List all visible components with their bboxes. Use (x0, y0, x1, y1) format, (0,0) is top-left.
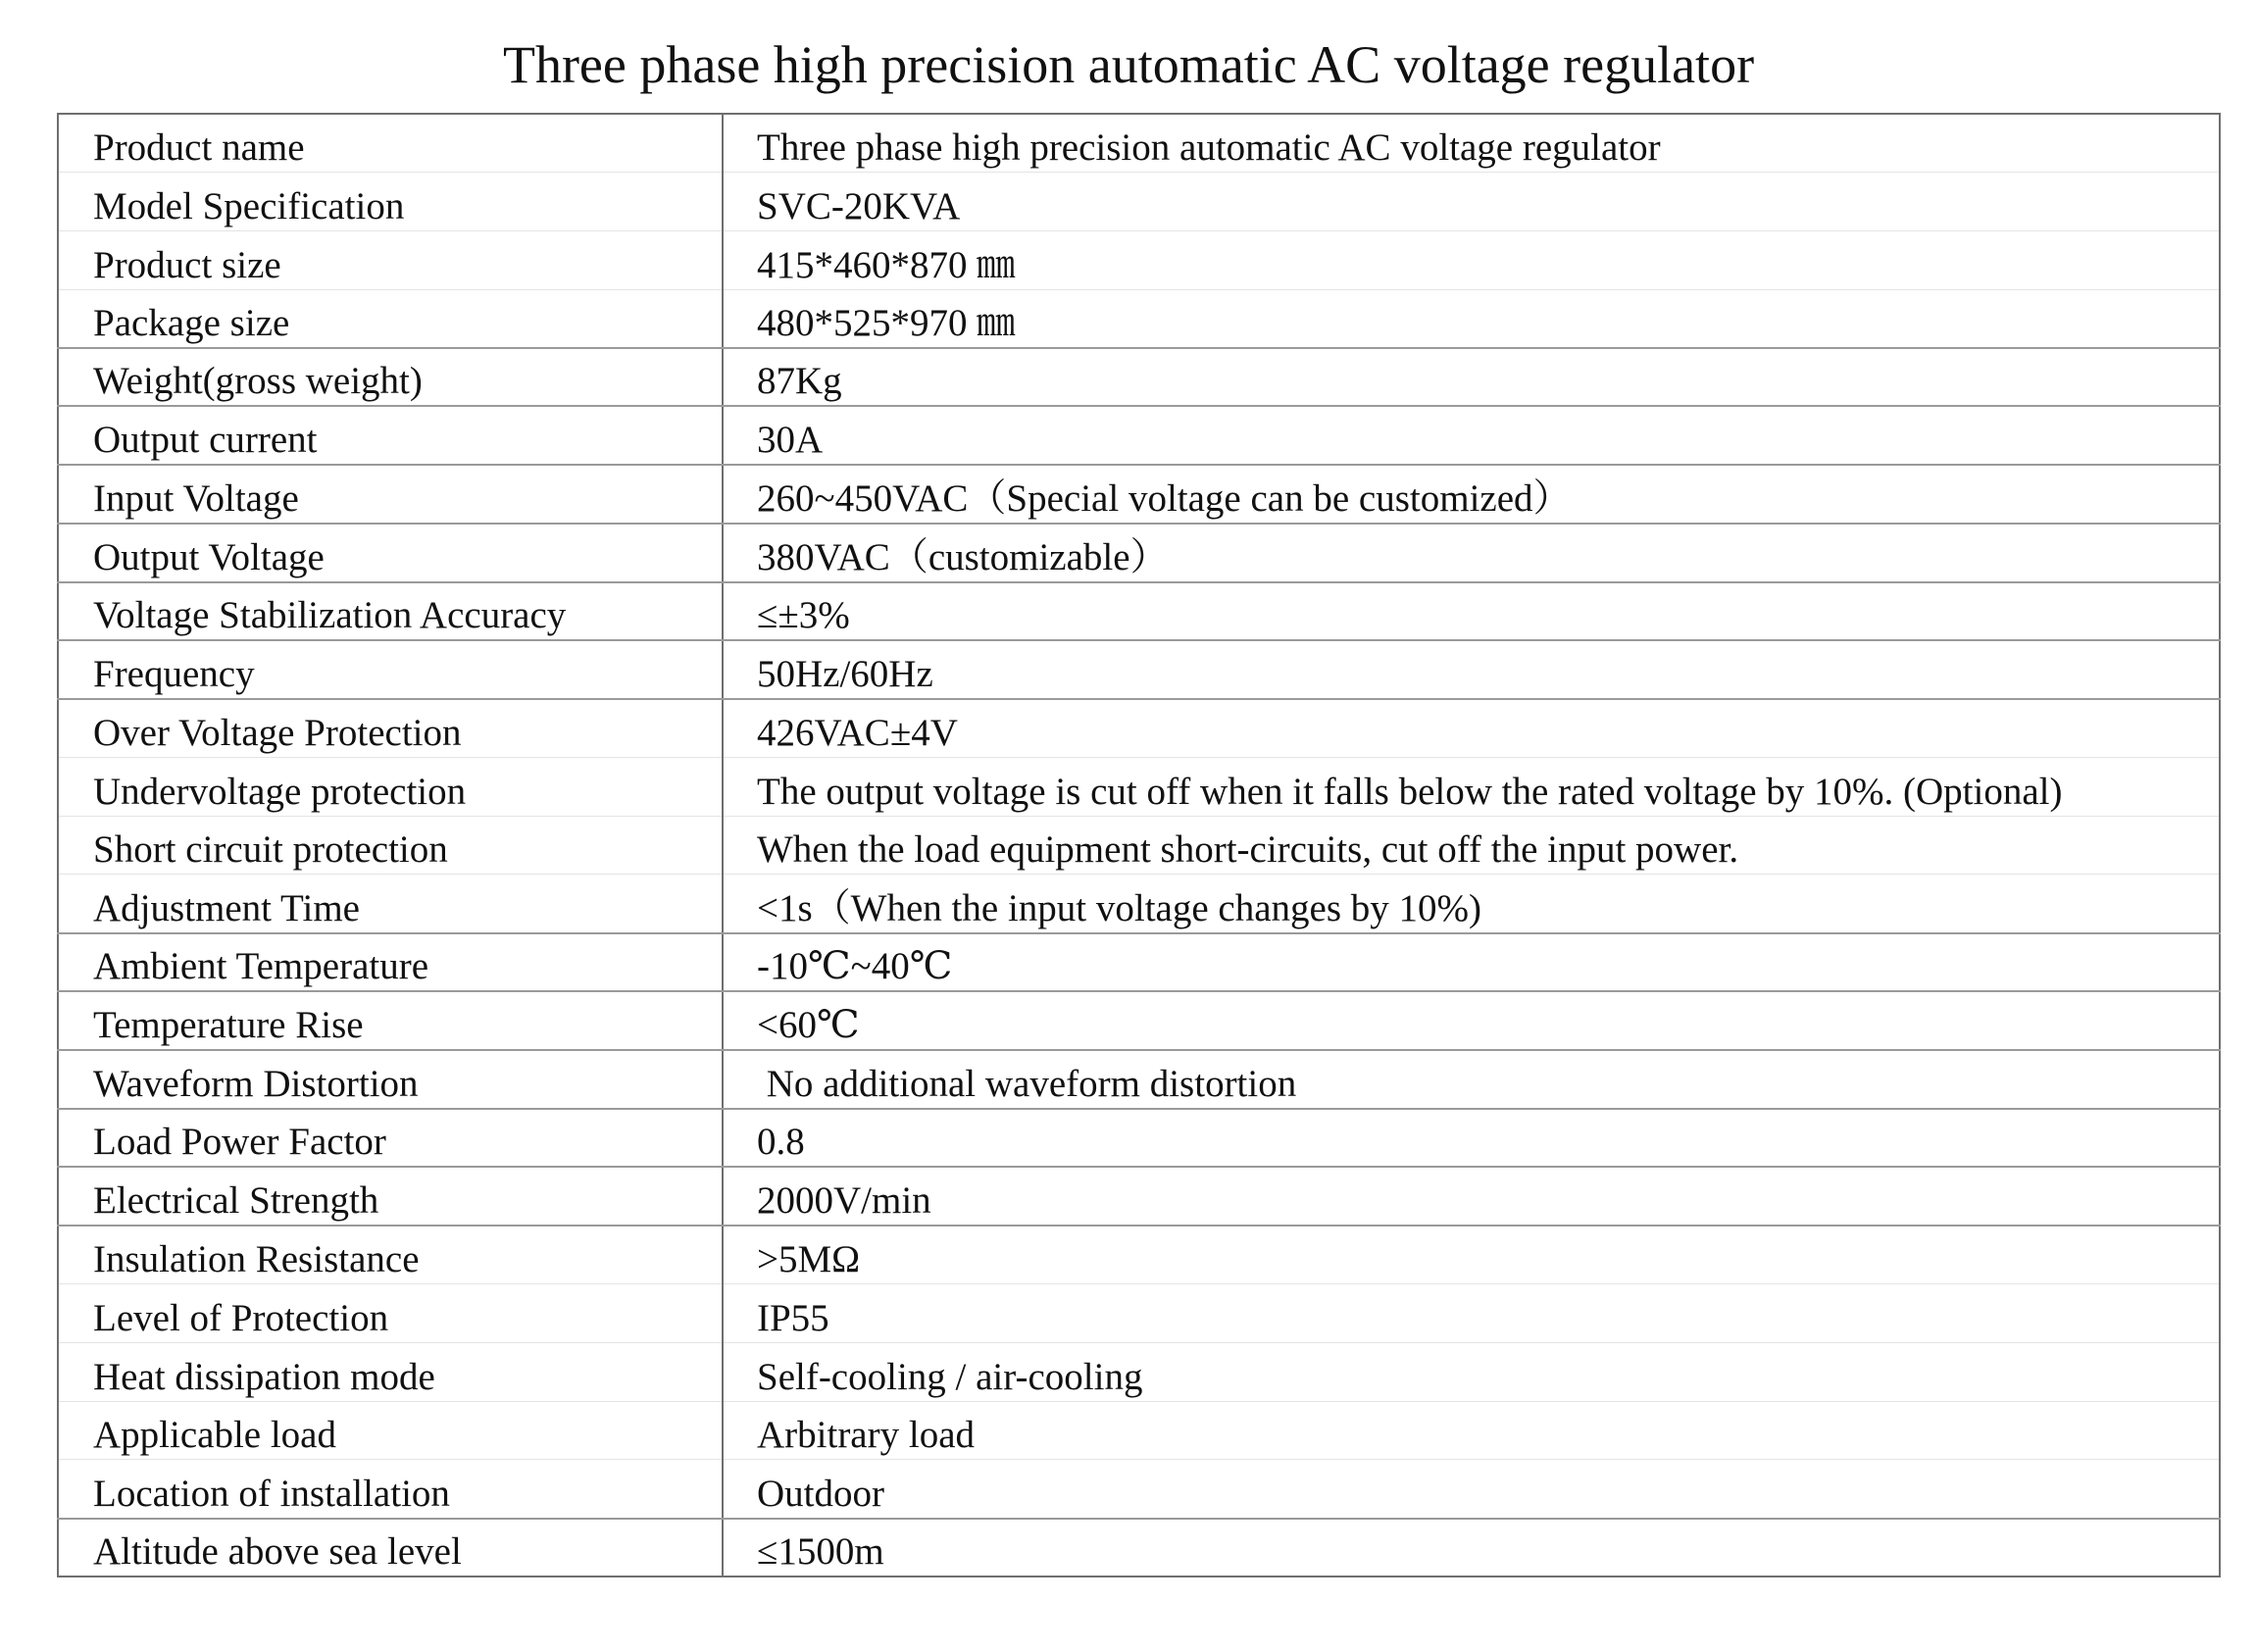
table-row (58, 1109, 2220, 1168)
parameter-value: The output voltage is cut off when it falls below the rated voltage by 10%. (Optional) (723, 758, 2220, 817)
table-row (58, 758, 2220, 817)
specification-table-body (58, 114, 2220, 1577)
parameter-value: -10℃~40℃ (723, 933, 2220, 992)
parameter-value: 2000V/min (723, 1167, 2220, 1226)
parameter-label: Adjustment Time (58, 875, 723, 933)
parameter-value: <60℃ (723, 991, 2220, 1050)
parameter-label: Model Specification (58, 173, 723, 231)
parameter-value: When the load equipment short-circuits, cut off the input power. (723, 816, 2220, 875)
parameter-label: Electrical Strength (58, 1167, 723, 1226)
parameter-label: Over Voltage Protection (58, 699, 723, 758)
parameter-label: Temperature Rise (58, 991, 723, 1050)
parameter-value: 415*460*870 ㎜ (723, 230, 2220, 289)
parameter-label: Weight(gross weight) (58, 348, 723, 407)
parameter-value: Three phase high precision automatic AC voltage regulator (723, 114, 2220, 173)
parameter-label: Heat dissipation mode (58, 1342, 723, 1401)
parameter-label: Undervoltage protection (58, 758, 723, 817)
table-row (58, 816, 2220, 875)
parameter-value: Self-cooling / air-cooling (723, 1342, 2220, 1401)
table-row (58, 406, 2220, 465)
specification-table (57, 113, 2221, 1577)
table-row (58, 582, 2220, 641)
parameter-value: 30A (723, 406, 2220, 465)
table-row (58, 289, 2220, 348)
parameter-value: 426VAC±4V (723, 699, 2220, 758)
table-row (58, 114, 2220, 173)
table-row (58, 1401, 2220, 1460)
parameter-label: Ambient Temperature (58, 933, 723, 992)
parameter-label: Package size (58, 289, 723, 348)
table-row (58, 1167, 2220, 1226)
parameter-label: Output Voltage (58, 524, 723, 582)
parameter-value: 87Kg (723, 348, 2220, 407)
table-row (58, 1226, 2220, 1284)
parameter-value: ≤1500m (723, 1519, 2220, 1577)
parameter-value: Outdoor (723, 1460, 2220, 1519)
table-row (58, 230, 2220, 289)
parameter-value: <1s（When the input voltage changes by 10%) (723, 875, 2220, 933)
parameter-label: Short circuit protection (58, 816, 723, 875)
parameter-label: Insulation Resistance (58, 1226, 723, 1284)
table-row (58, 348, 2220, 407)
table-row (58, 933, 2220, 992)
parameter-value: 480*525*970 ㎜ (723, 289, 2220, 348)
parameter-value: SVC-20KVA (723, 173, 2220, 231)
table-row (58, 524, 2220, 582)
parameter-label: Applicable load (58, 1401, 723, 1460)
parameter-label: Output current (58, 406, 723, 465)
parameter-label: Product size (58, 230, 723, 289)
parameter-value: 260~450VAC（Special voltage can be customized） (723, 465, 2220, 524)
parameter-label: Altitude above sea level (58, 1519, 723, 1577)
parameter-value: >5MΩ (723, 1226, 2220, 1284)
parameter-value: 0.8 (723, 1109, 2220, 1168)
parameter-value: Arbitrary load (723, 1401, 2220, 1460)
parameter-label: Location of installation (58, 1460, 723, 1519)
parameter-label: Input Voltage (58, 465, 723, 524)
table-row (58, 1342, 2220, 1401)
table-row (58, 1050, 2220, 1109)
table-row (58, 1284, 2220, 1343)
table-row (58, 991, 2220, 1050)
parameter-value: IP55 (723, 1284, 2220, 1343)
parameter-value: 380VAC（customizable） (723, 524, 2220, 582)
table-row (58, 640, 2220, 699)
table-row (58, 465, 2220, 524)
parameter-value: No additional waveform distortion (723, 1050, 2220, 1109)
parameter-label: Product name (58, 114, 723, 173)
parameter-label: Waveform Distortion (58, 1050, 723, 1109)
table-row (58, 173, 2220, 231)
parameter-label: Frequency (58, 640, 723, 699)
table-row (58, 1519, 2220, 1577)
table-row (58, 699, 2220, 758)
table-row (58, 1460, 2220, 1519)
parameter-label: Level of Protection (58, 1284, 723, 1343)
parameter-value: ≤±3% (723, 582, 2220, 641)
parameter-label: Load Power Factor (58, 1109, 723, 1168)
parameter-label: Voltage Stabilization Accuracy (58, 582, 723, 641)
document-title: Three phase high precision automatic AC voltage regulator (502, 35, 1755, 94)
table-row (58, 875, 2220, 933)
parameter-value: 50Hz/60Hz (723, 640, 2220, 699)
